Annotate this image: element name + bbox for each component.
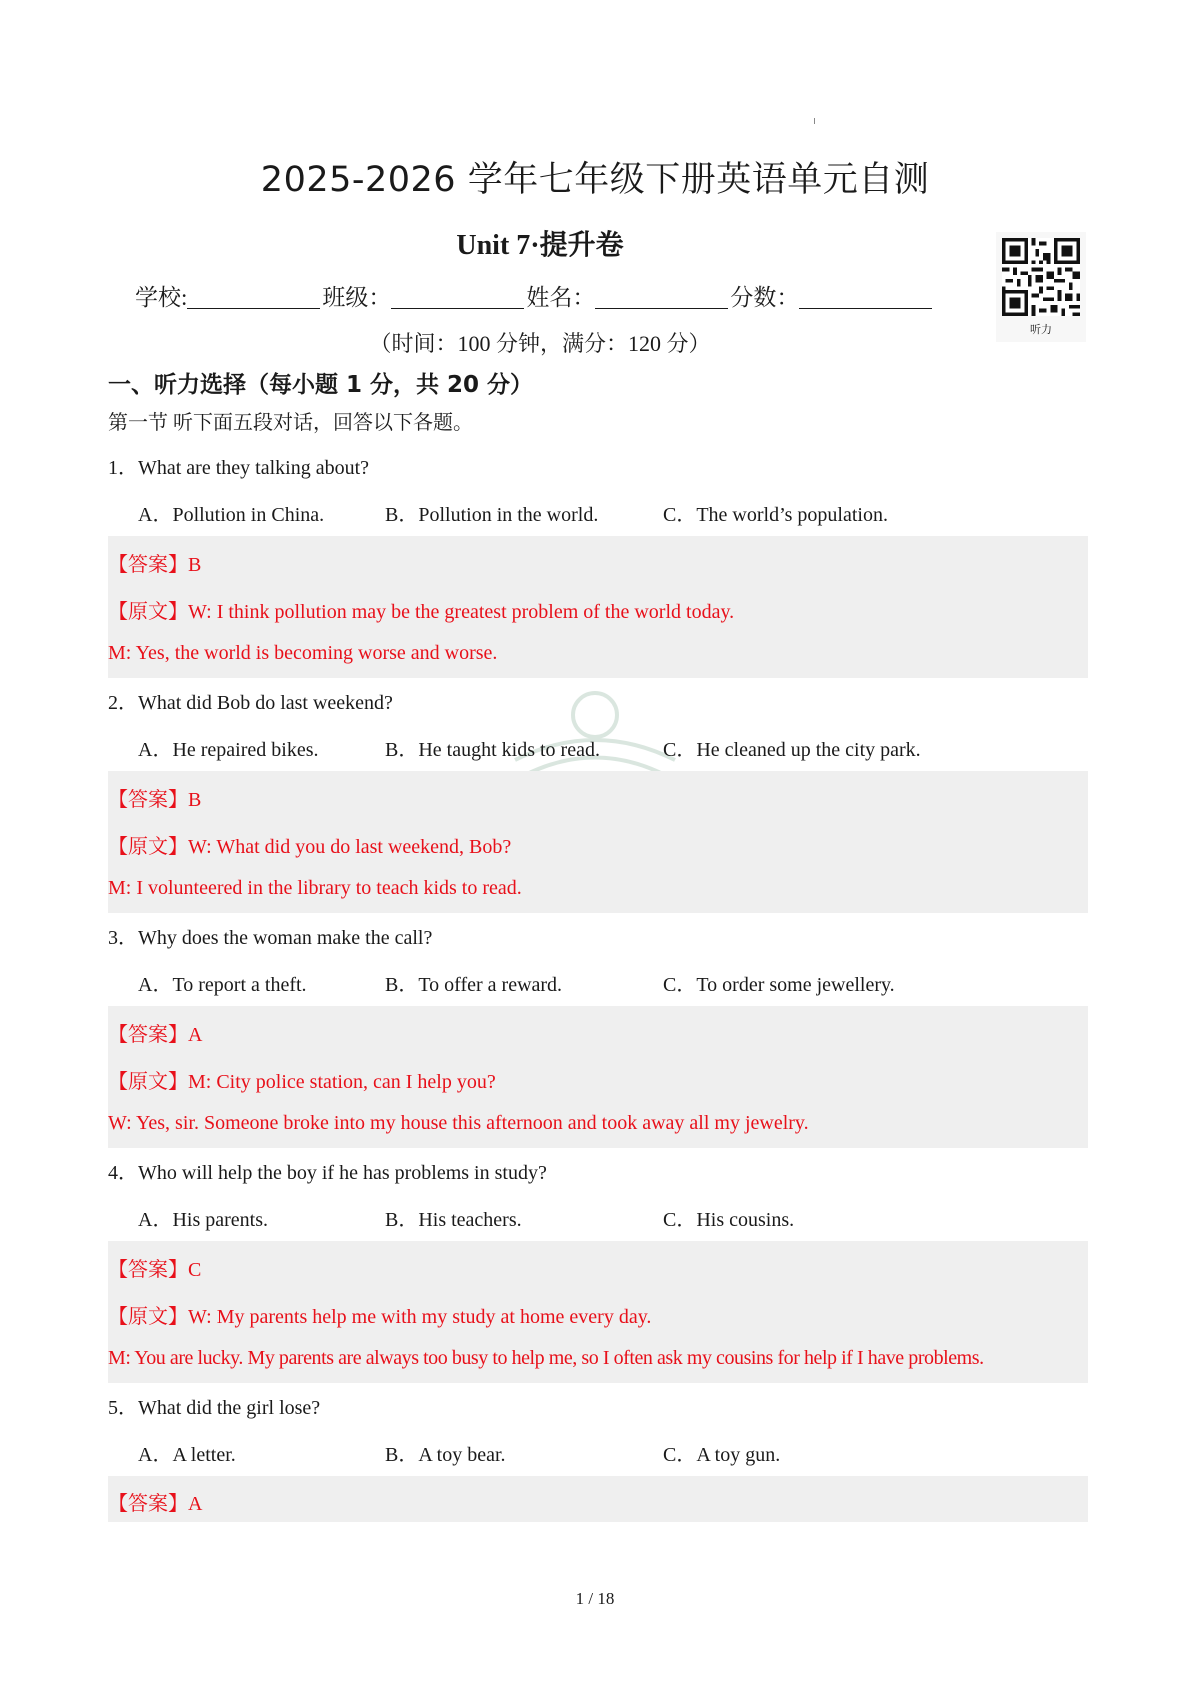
question-4-option-b: B．His teachers.	[385, 1209, 522, 1231]
name-blank	[595, 286, 728, 309]
question-3-stem: 3．Why does the woman make the call?	[108, 927, 433, 949]
question-1-transcript-line-2: M: Yes, the world is becoming worse and worse.	[108, 642, 498, 664]
question-1-option-b: B．Pollution in the world.	[385, 504, 599, 526]
question-5-option-a: A．A letter.	[138, 1444, 236, 1466]
question-4-answer: 【答案】C	[108, 1259, 202, 1281]
school-blank	[187, 286, 320, 309]
question-2-transcript-line-2: M: I volunteered in the library to teach kids to read.	[108, 877, 522, 899]
question-3-transcript-line-2: W: Yes, sir. Someone broke into my house this afternoon and took away all my jewelry.	[108, 1112, 809, 1134]
stray-mark	[814, 118, 815, 124]
section-title: 一、听力选择（每小题 1 分，共 20 分）	[108, 372, 534, 398]
question-3-option-b: B．To offer a reward.	[385, 974, 563, 996]
class-blank	[391, 286, 524, 309]
question-4-transcript-line-2: M: You are lucky. My parents are always too busy to help me, so I often ask my cousins for help if I have problems.	[108, 1347, 984, 1369]
question-2-transcript-line-1: 【原文】W: What did you do last weekend, Bob?	[108, 836, 512, 858]
question-1-transcript-line-1: 【原文】W: I think pollution may be the greatest problem of the world today.	[108, 601, 735, 623]
time-info: （时间：100 分钟，满分：120 分）	[369, 331, 711, 356]
qr-code-icon	[1002, 238, 1080, 316]
question-2-option-a: A．He repaired bikes.	[138, 739, 319, 761]
question-1-answer: 【答案】B	[108, 554, 202, 576]
question-1-option-a: A．Pollution in China.	[138, 504, 325, 526]
page-number: 1 / 18	[575, 1589, 615, 1608]
question-5-answer-block	[108, 1476, 1088, 1522]
question-2-option-c: C．He cleaned up the city park.	[663, 739, 921, 761]
question-1-answer-block	[108, 536, 1088, 678]
question-2-stem: 2．What did Bob do last weekend?	[108, 692, 393, 714]
school-label: 学校:	[135, 285, 188, 310]
question-4-option-c: C．His cousins.	[663, 1209, 795, 1231]
question-5-stem: 5．What did the girl lose?	[108, 1397, 321, 1419]
question-3-answer-block	[108, 1006, 1088, 1148]
page-title: 2025-2026 学年七年级下册英语单元自测	[260, 160, 930, 200]
question-4-stem: 4．Who will help the boy if he has problems in study?	[108, 1162, 547, 1184]
score-label: 分数：	[730, 285, 800, 310]
question-2-option-b: B．He taught kids to read.	[385, 739, 600, 761]
section-note: 第一节 听下面五段对话，回答以下各题。	[108, 412, 473, 434]
qr-code-panel[interactable]	[996, 232, 1086, 342]
question-5-option-b: B．A toy bear.	[385, 1444, 506, 1466]
question-4-transcript-line-1: 【原文】W: My parents help me with my study at home every day.	[108, 1306, 652, 1328]
name-label: 姓名：	[526, 285, 596, 310]
question-3-option-a: A．To report a theft.	[138, 974, 307, 996]
question-5-option-c: C．A toy gun.	[663, 1444, 781, 1466]
class-label: 班级：	[322, 285, 392, 310]
question-2-answer-block	[108, 771, 1088, 913]
qr-label: 听力	[1030, 323, 1052, 336]
question-3-option-c: C．To order some jewellery.	[663, 974, 895, 996]
question-3-transcript-line-1: 【原文】M: City police station, can I help you?	[108, 1071, 496, 1093]
student-info-line	[135, 279, 934, 312]
question-4-answer-block	[108, 1241, 1088, 1383]
question-1-option-c: C．The world’s population.	[663, 504, 888, 526]
question-5-answer: 【答案】A	[108, 1493, 203, 1515]
question-3-answer: 【答案】A	[108, 1024, 203, 1046]
question-2-answer: 【答案】B	[108, 789, 202, 811]
question-1-stem: 1．What are they talking about?	[108, 457, 370, 479]
page-subtitle: Unit 7·提升卷	[456, 230, 624, 261]
score-blank	[799, 286, 932, 309]
question-4-option-a: A．His parents.	[138, 1209, 268, 1231]
